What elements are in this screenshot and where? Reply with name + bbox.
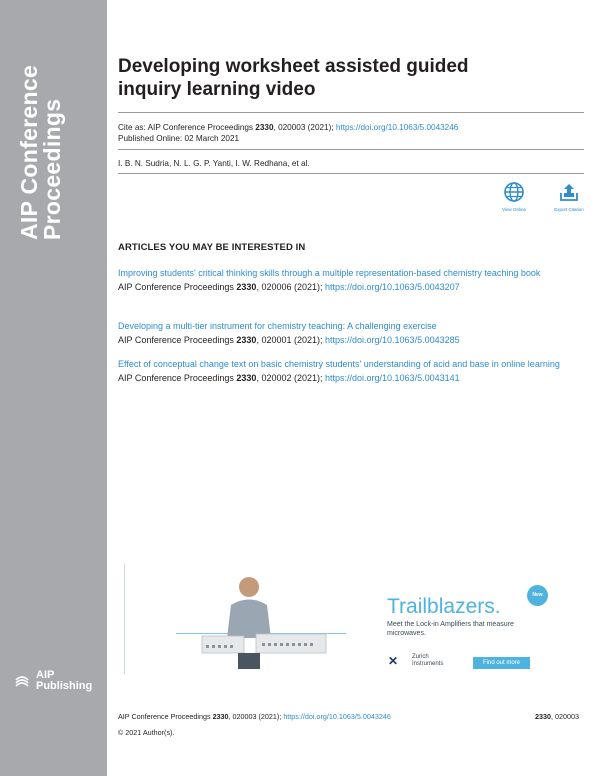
related-article-doi-link[interactable]: https://doi.org/10.1063/5.0043207 xyxy=(325,281,460,292)
zurich-instruments-logo-icon: ✕ xyxy=(388,654,399,668)
divider xyxy=(118,149,584,150)
related-article-title[interactable]: Developing a multi-tier instrument for chemistry teaching: A challenging exercise xyxy=(118,321,437,331)
ad-headline: Trailblazers. xyxy=(387,595,501,618)
citation-volume: 2330 xyxy=(236,372,257,383)
export-citation-button[interactable] xyxy=(547,181,591,212)
related-article-citation xyxy=(118,373,588,385)
citation-rest: , 020001 (2021); xyxy=(256,334,325,345)
citation-rest: , 020002 (2021); xyxy=(256,372,325,383)
citation xyxy=(118,122,458,133)
related-article xyxy=(118,321,588,346)
ad-subtext: Meet the Lock-in Amplifiers that measure microwaves. xyxy=(387,621,514,637)
citation-volume: 2330 xyxy=(236,334,257,345)
publisher-line1: AIP xyxy=(36,669,55,681)
footer-volume: 2330 xyxy=(212,712,229,721)
aip-logo-icon xyxy=(14,670,30,688)
related-article xyxy=(118,359,588,384)
authors[interactable]: I. B. N. Sudria, N. L. G. P. Yanti, I. W. Redhana, et al. xyxy=(118,159,310,168)
ad-person-image xyxy=(176,570,346,670)
journal-name-line1: AIP Conference xyxy=(16,64,42,240)
citation-prefix: AIP Conference Proceedings xyxy=(118,281,237,292)
citation-prefix: AIP Conference Proceedings xyxy=(118,372,237,383)
cite-rest: , 020003 (2021); xyxy=(273,123,336,132)
export-citation-label: Export Citation xyxy=(554,207,584,212)
related-article-citation xyxy=(118,282,588,294)
footer-prefix: AIP Conference Proceedings xyxy=(118,712,213,721)
related-articles-heading: ARTICLES YOU MAY BE INTERESTED IN xyxy=(118,242,306,253)
related-article-title[interactable]: Effect of conceptual change text on basic chemistry students' understanding of acid and base in online learning xyxy=(118,359,560,369)
footer-rest: , 020003 (2021); xyxy=(228,712,284,721)
ad-brand-line2: Instruments xyxy=(412,661,444,667)
view-online-label: View Online xyxy=(502,207,526,212)
export-icon xyxy=(558,181,580,203)
journal-name xyxy=(18,0,64,240)
divider xyxy=(118,173,584,174)
related-article-title[interactable]: Improving students' critical thinking skills through a multiple representation-based chemistry teaching book xyxy=(118,268,541,278)
footer-doi-link[interactable]: https://doi.org/10.1063/5.0043246 xyxy=(283,712,391,721)
citation-rest: , 020006 (2021); xyxy=(256,281,325,292)
journal-name-line2: Proceedings xyxy=(39,98,65,240)
citation-volume: 2330 xyxy=(236,281,257,292)
cite-prefix: Cite as: AIP Conference Proceedings xyxy=(118,123,256,132)
ad-new-badge: New xyxy=(527,585,548,606)
related-article xyxy=(118,268,588,293)
related-article-doi-link[interactable]: https://doi.org/10.1063/5.0043141 xyxy=(325,372,460,383)
published-date: Published Online: 02 March 2021 xyxy=(118,134,240,143)
cite-doi-link[interactable]: https://doi.org/10.1063/5.0043246 xyxy=(335,123,459,132)
globe-icon xyxy=(503,181,525,203)
ad-brand xyxy=(412,654,443,668)
article-title-line2: inquiry learning video xyxy=(118,79,316,100)
footer-citation xyxy=(118,712,391,721)
footer-page-reference xyxy=(535,712,579,721)
divider xyxy=(118,112,584,113)
publisher-line2: Publishing xyxy=(36,680,93,692)
ad-brand-line1: Zurich xyxy=(412,654,429,660)
ad-border xyxy=(124,564,125,674)
view-online-button[interactable] xyxy=(492,181,536,212)
related-article-doi-link[interactable]: https://doi.org/10.1063/5.0043285 xyxy=(325,334,460,345)
article-title xyxy=(118,55,578,101)
citation-prefix: AIP Conference Proceedings xyxy=(118,334,237,345)
copyright: © 2021 Author(s). xyxy=(118,728,175,737)
cite-volume: 2330 xyxy=(255,123,274,132)
find-out-more-button[interactable]: Find out more xyxy=(473,657,530,669)
article-title-line1: Developing worksheet assisted guided xyxy=(118,56,469,77)
footer-right-rest: , 020003 xyxy=(551,712,579,721)
footer-right-volume: 2330 xyxy=(535,712,551,721)
related-article-citation xyxy=(118,335,588,347)
